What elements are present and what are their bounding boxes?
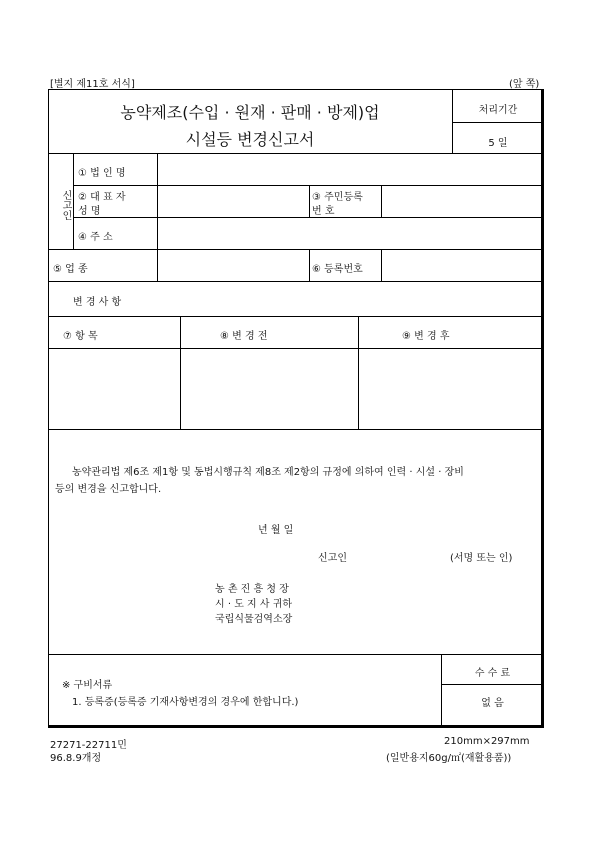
divider	[73, 217, 544, 218]
required-docs-item1: 1. 등록증(등록증 기재사항변경의 경우에 한합니다.)	[72, 697, 299, 708]
form-title-line1: 농약제조(수입 · 원재 · 판매 · 방제)업	[120, 103, 380, 122]
divider	[441, 684, 544, 685]
recipient-quarantine: 국립식물검역소장	[215, 614, 293, 625]
divider	[48, 348, 544, 349]
declarant-label: 신고인	[318, 553, 347, 564]
divider	[48, 153, 544, 154]
page-side-label: (앞 쪽)	[509, 79, 540, 90]
fee-value: 없 음	[481, 698, 504, 709]
declaration-text-1: 농약관리법 제6조 제1항 및 동법시행규칙 제8조 제2항의 규정에 의하여 인력 · 시설 · 장비	[72, 467, 464, 478]
col-item-header: ⑦ 항 목	[63, 331, 98, 342]
processing-period-label: 처리기간	[478, 105, 518, 116]
rep-name-label-1: ② 대 표 자	[78, 192, 126, 203]
col-after-header: ⑨ 변 경 후	[402, 331, 450, 342]
paper-spec: (일반용지60g/㎡(재활용품))	[386, 753, 512, 764]
divider	[358, 316, 359, 429]
paper-size: 210mm×297mm	[444, 736, 530, 747]
applicant-group-label: 신고인	[60, 190, 71, 220]
recipient-rda: 농 촌 진 흥 청 장	[215, 584, 289, 595]
rep-name-label-2: 성 명	[78, 206, 101, 217]
divider	[309, 185, 310, 217]
divider	[381, 185, 382, 217]
col-before-header: ⑧ 변 경 전	[220, 331, 268, 342]
divider	[48, 429, 544, 430]
address-label: ④ 주 소	[78, 232, 113, 243]
date-line: 년 월 일	[258, 525, 294, 536]
form-title-line2: 시설등 변경신고서	[185, 130, 315, 149]
recipient-governor: 시 · 도 지 사 귀하	[215, 599, 293, 610]
corp-name-label: ① 법 인 명	[78, 168, 126, 179]
divider	[48, 281, 544, 282]
rrn-label-2: 번 호	[312, 206, 335, 217]
divider	[48, 316, 544, 317]
business-type-label: ⑤ 업 종	[53, 264, 88, 275]
form-code: 27271-22711민	[50, 740, 127, 751]
divider	[180, 316, 181, 429]
fee-label: 수 수 료	[474, 668, 511, 679]
registration-number-label: ⑥ 등록번호	[312, 264, 363, 275]
divider	[73, 153, 74, 249]
divider	[381, 249, 382, 281]
divider	[48, 249, 544, 250]
processing-period-value: 5 일	[488, 138, 508, 149]
rrn-label-1: ③ 주민등록	[312, 192, 363, 203]
revision-date: 96.8.9개정	[50, 753, 102, 764]
signature-label: (서명 또는 인)	[450, 553, 513, 564]
form-number: [별지 제11호 서식]	[50, 79, 135, 90]
divider	[452, 122, 544, 123]
divider	[309, 249, 310, 281]
required-docs-heading: ※ 구비서류	[62, 680, 113, 691]
divider	[48, 654, 544, 655]
changes-heading: 변 경 사 항	[73, 297, 122, 308]
declaration-text-2: 등의 변경을 신고합니다.	[55, 484, 162, 495]
